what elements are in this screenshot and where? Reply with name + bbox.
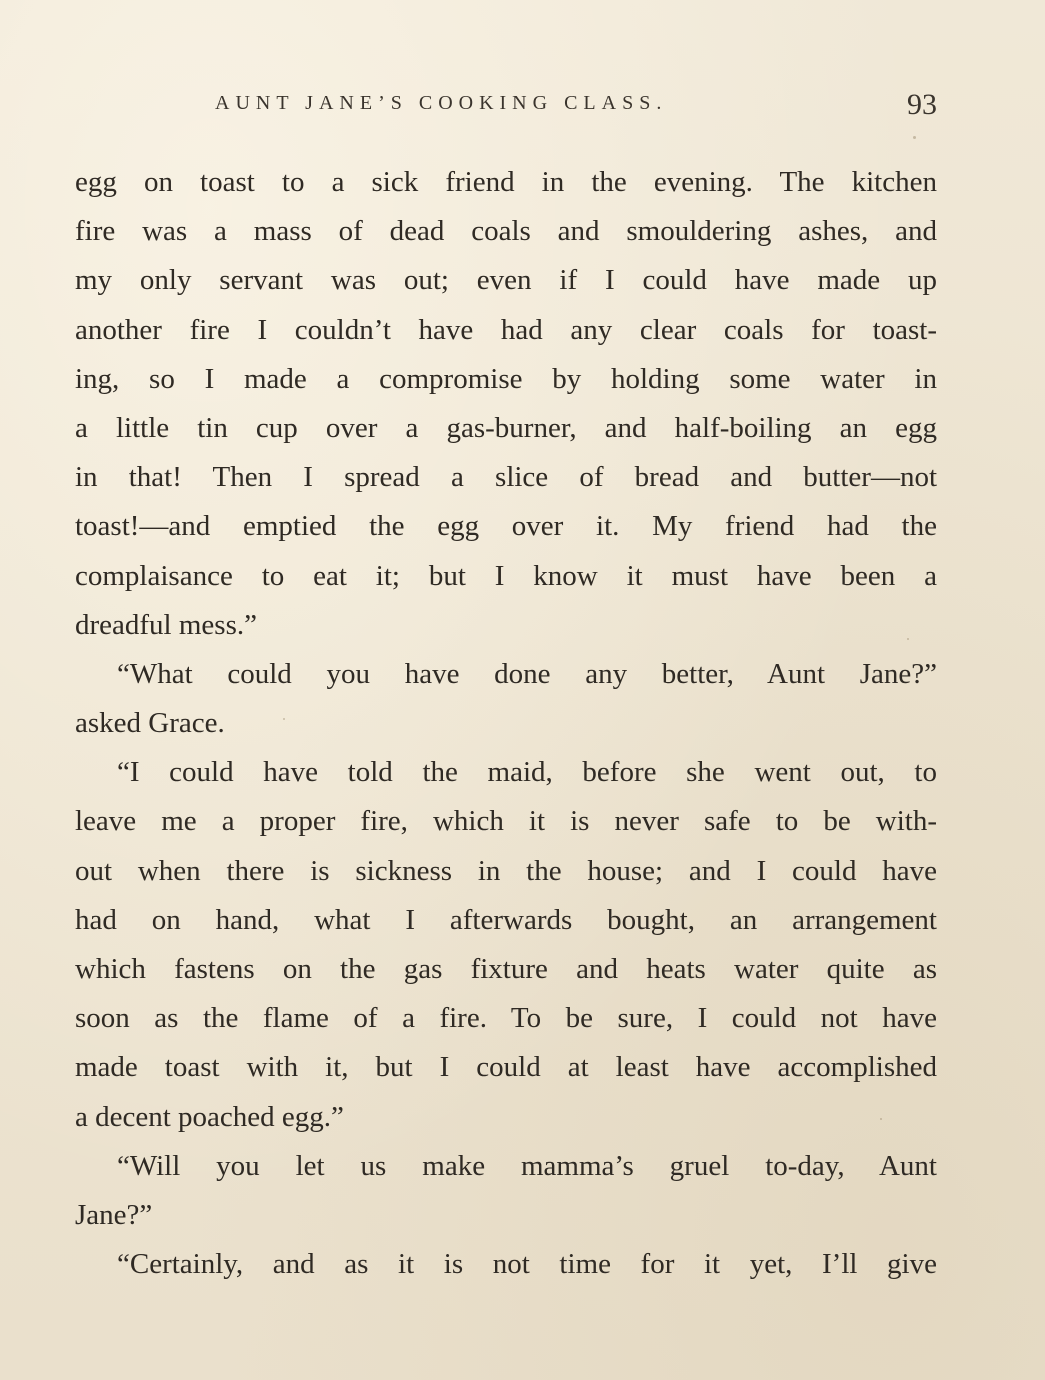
page-number: 93 — [907, 88, 937, 121]
text-line: in that! Then I spread a slice of bread and butter—not — [75, 461, 937, 494]
text-line: Jane?” — [75, 1198, 153, 1231]
text-line: a little tin cup over a gas-burner, and half-boiling an egg — [75, 411, 937, 444]
text-line: asked Grace. — [75, 707, 225, 740]
text-line: “I could have told the maid, before she went out, to — [117, 756, 937, 789]
text-line: made toast with it, but I could at least have accomplished — [75, 1051, 937, 1084]
paper-speck — [880, 1118, 882, 1120]
text-line: egg on toast to a sick friend in the evening. The kitchen — [75, 166, 937, 198]
text-line: “Certainly, and as it is not time for it yet, I’ll give — [117, 1248, 937, 1281]
text-line: out when there is sickness in the house; and I could have — [75, 854, 937, 887]
text-line: dreadful mess.” — [75, 608, 257, 641]
paper-speck — [283, 718, 285, 720]
body-text — [75, 158, 937, 1289]
text-line: had on hand, what I afterwards bought, an arrangement — [75, 903, 937, 936]
text-line: which fastens on the gas fixture and heats water quite as — [75, 953, 937, 985]
paper-speck — [913, 136, 916, 139]
text-line: fire was a mass of dead coals and smouldering ashes, and — [75, 215, 937, 248]
text-line: complaisance to eat it; but I know it must have been a — [75, 559, 937, 592]
text-line: “Will you let us make mamma’s gruel to-day, Aunt — [117, 1149, 937, 1182]
text-line: soon as the flame of a fire. To be sure, I could not have — [75, 1002, 937, 1035]
text-line: another fire I couldn’t have had any clear coals for toast- — [75, 313, 937, 346]
running-title: AUNT JANE’S COOKING CLASS. — [215, 92, 668, 114]
text-line: “What could you have done any better, Aunt Jane?” — [117, 657, 937, 690]
text-line: my only servant was out; even if I could have made up — [75, 264, 937, 297]
text-line: leave me a proper fire, which it is never safe to be with- — [75, 805, 937, 838]
paper-speck — [907, 638, 909, 640]
text-line: a decent poached egg.” — [75, 1100, 344, 1133]
text-line: toast!—and emptied the egg over it. My friend had the — [75, 510, 937, 543]
page-header — [75, 88, 937, 128]
text-line: ing, so I made a compromise by holding some water in — [75, 362, 937, 395]
